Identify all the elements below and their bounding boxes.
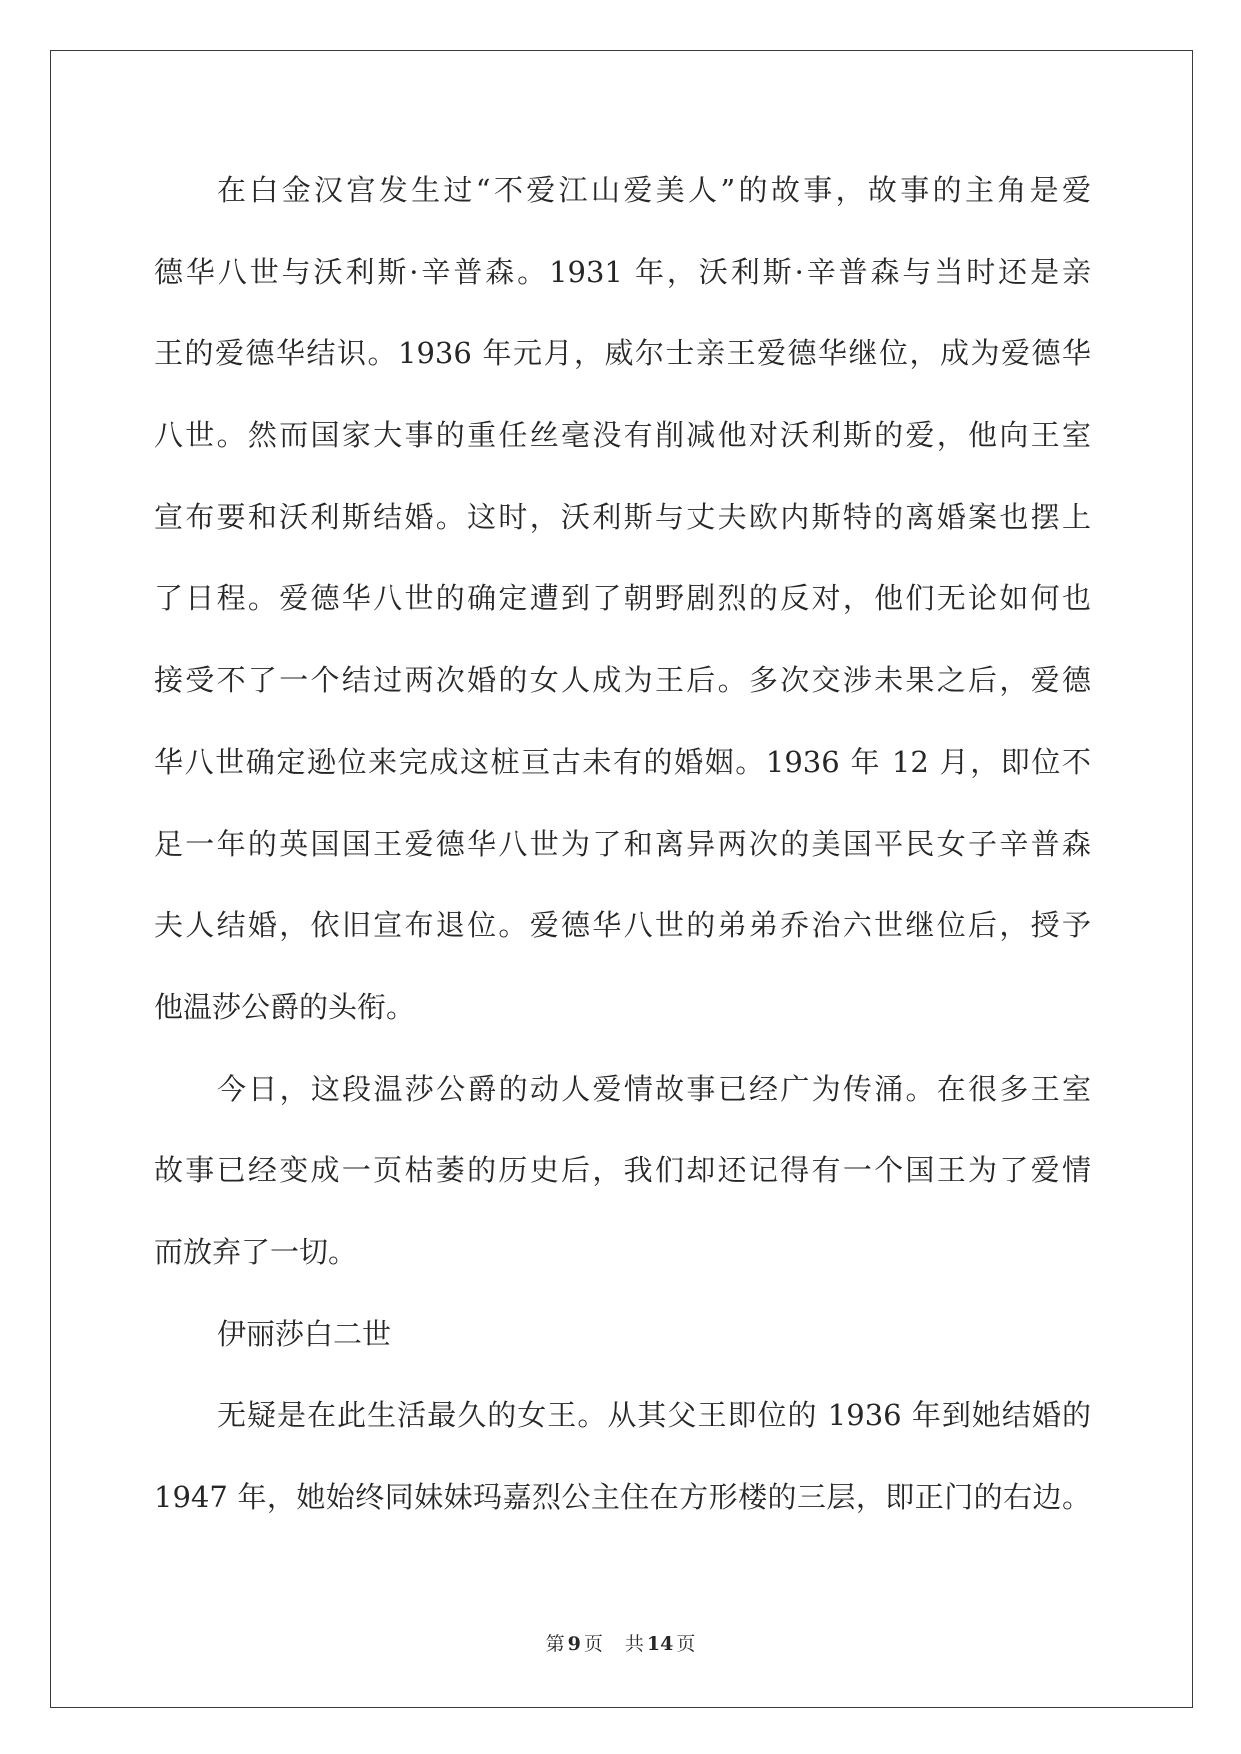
text-line: 在白金汉宫发生过“不爱江山爱美人”的故事，故事的主角是爱 <box>217 173 1091 207</box>
text-line: 而放弃了一切。 <box>154 1234 358 1269</box>
text-line: 宣布要和沃利斯结婚。这时，沃利斯与丈夫欧内斯特的离婚案也摆上 <box>154 499 1091 534</box>
page-prefix: 第 <box>545 1633 565 1655</box>
paragraph <box>154 1375 1091 1538</box>
text-line: 无疑是在此生活最久的女王。从其父王即位的 1936 年到她结婚的 <box>217 1398 1091 1433</box>
text-line: 夫人结婚，依旧宣布退位。爱德华八世的弟弟乔治六世继位后，授予 <box>154 908 1091 943</box>
total-suffix: 页 <box>676 1633 696 1655</box>
text-line: 了日程。爱德华八世的确定遭到了朝野剧烈的反对，他们无论如何也 <box>154 581 1091 616</box>
section-heading: 伊丽莎白二世 <box>217 1316 392 1351</box>
text-line: 华八世确定逊位来完成这桩亘古未有的婚姻。1936 年 12 月，即位不 <box>154 744 1091 779</box>
current-page-number: 9 <box>567 1633 581 1655</box>
text-line: 德华八世与沃利斯·辛普森。1931 年，沃利斯·辛普森与当时还是亲 <box>154 254 1091 289</box>
text-line: 接受不了一个结过两次婚的女人成为王后。多次交涉未果之后，爱德 <box>154 663 1091 698</box>
text-line: 足一年的英国国王爱德华八世为了和离异两次的美国平民女子辛普森 <box>154 826 1091 861</box>
total-prefix: 共 <box>624 1633 644 1655</box>
paragraph <box>154 1049 1091 1294</box>
paragraph <box>154 1294 1091 1376</box>
text-line: 王的爱德华结识。1936 年元月，威尔士亲王爱德华继位，成为爱德华 <box>154 336 1091 371</box>
text-line: 今日，这段温莎公爵的动人爱情故事已经广为传涌。在很多王室 <box>217 1071 1091 1106</box>
total-pages-number: 14 <box>646 1633 674 1655</box>
text-line: 八世。然而国家大事的重任丝毫没有削减他对沃利斯的爱，他向王室 <box>154 418 1091 453</box>
text-line: 1947 年，她始终同妹妹玛嘉烈公主住在方形楼的三层，即正门的右边。 <box>154 1480 1091 1514</box>
paragraph <box>154 150 1091 1049</box>
page-footer <box>0 1630 1241 1658</box>
document-body <box>154 150 1091 1539</box>
text-line: 他温莎公爵的头衔。 <box>154 989 416 1024</box>
text-line: 故事已经变成一页枯萎的历史后，我们却还记得有一个国王为了爱情 <box>154 1153 1091 1188</box>
page-suffix: 页 <box>583 1633 603 1655</box>
